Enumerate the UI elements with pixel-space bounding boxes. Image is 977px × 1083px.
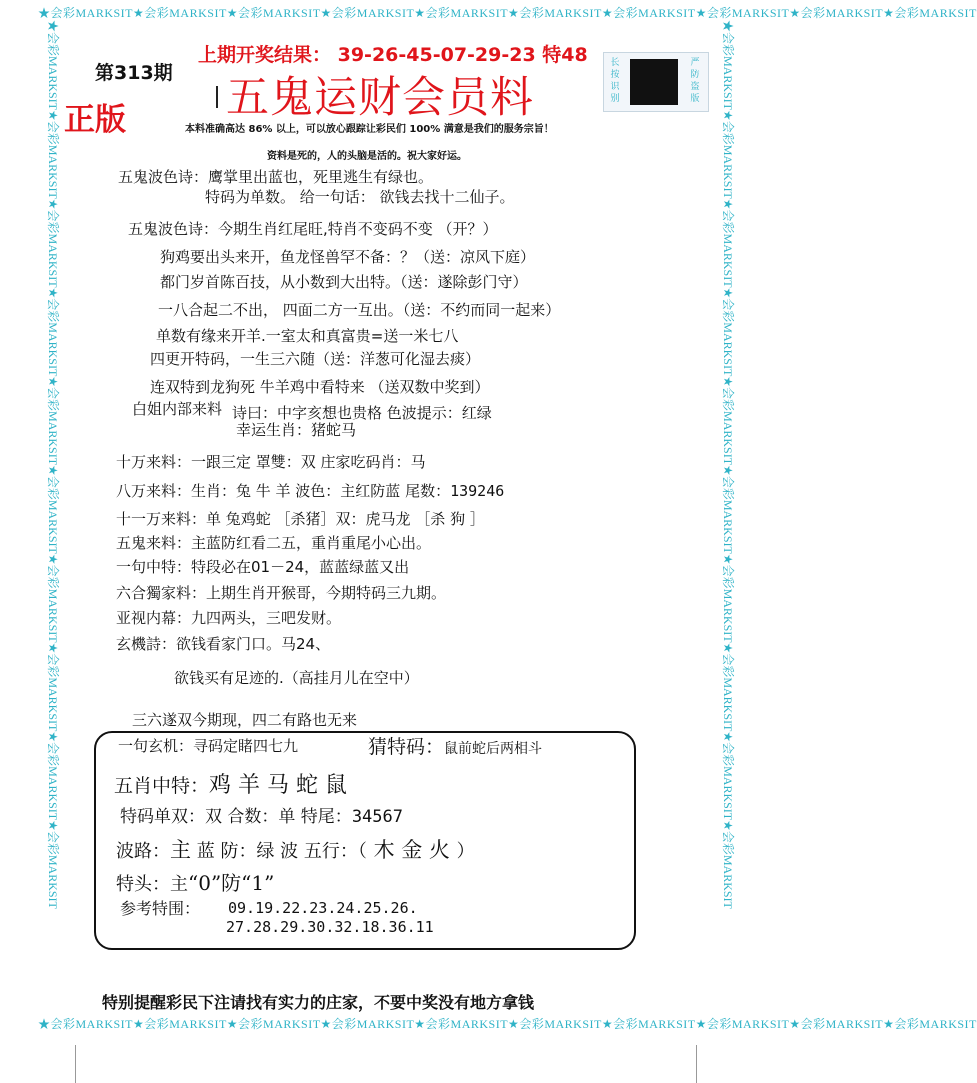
box-five-zodiac: [114, 768, 347, 799]
box-head: [116, 867, 274, 896]
box-five-label: 五肖中特：: [114, 775, 210, 797]
line-sigeng: 四更开特码，一生三六随（送：洋葱可化湿去痰）: [150, 350, 481, 368]
title-divider: [216, 86, 218, 108]
line-liuhe: 六合獨家料：上期生肖开猴哥，今期特码三九期。: [116, 584, 447, 602]
box-ref-line-1: 09.19.22.23.24.25.26.: [228, 899, 418, 917]
qr-right-caption: 严防盗版: [690, 58, 700, 104]
box-elements: 木 金 火: [366, 838, 457, 862]
line-poem-2: 五鬼波色诗：今期生肖红尾旺,特肖不变码不变 （开？）: [128, 220, 498, 238]
line-bawan: [116, 480, 504, 501]
box-guess-value: 鼠前蛇后两相斗: [444, 741, 543, 757]
qr-code-block: [603, 52, 709, 112]
line-yiba: 一八合起二不出， 四面二方一互出。（送：不约而同一起来）: [158, 301, 561, 319]
line-odd-sheep: 单数有缘来开羊.一室太和真富贵=送一米七八: [156, 327, 459, 345]
edition-label: 正版: [64, 102, 126, 138]
box-riddle: 一句玄机：寻码定睹四七九: [118, 737, 299, 755]
line-yuqian: 欲钱买有足迹的.（高挂月儿在空中）: [174, 669, 419, 687]
line-baijie-poem: 诗曰：中字亥想也贵格 色波提示：红绿: [232, 404, 492, 422]
box-guess: [368, 732, 542, 759]
box-odd-even-label: 特码单双：: [120, 807, 205, 827]
watermark-bottom: ★会彩MARKSIT★会彩MARKSIT★会彩MARKSIT★会彩MARKSIT★会彩MARKSIT★会彩MARKSIT★会彩MARKSIT★会彩MARKSIT★会彩MARKSIT★会彩MARKSIT: [38, 1017, 977, 1031]
last-result: 上期开奖结果： 39-26-45-07-29-23 特48: [198, 44, 588, 66]
line-dumen: 都门岁首陈百技，从小数到大出特。（送：遂除彭门守）: [160, 273, 528, 291]
line-bawan-text: 八万来料：生肖：兔 牛 羊 波色：主红防蓝 尾数：: [116, 482, 451, 500]
qr-left-caption: 长按识别: [610, 58, 620, 104]
line-lucky-zodiac: 幸运生肖：猪蛇马: [236, 421, 357, 439]
box-wave-main: 主: [170, 838, 191, 862]
watermark-left-text: ★会彩MARKSIT★会彩MARKSIT★会彩MARKSIT★会彩MARKSIT★会彩MARKSIT★会彩MARKSIT★会彩MARKSIT★会彩MARKSIT★会彩MARKSIT★会彩MARKSIT: [46, 20, 60, 909]
box-head-label: 特头：主: [116, 874, 188, 895]
watermark-top: ★会彩MARKSIT★会彩MARKSIT★会彩MARKSIT★会彩MARKSIT★会彩MARKSIT★会彩MARKSIT★会彩MARKSIT★会彩MARKSIT★会彩MARKSIT★会彩MARKSIT: [38, 6, 977, 20]
line-sanliu: 三六遂双今期现，四二有路也无来: [132, 711, 358, 729]
watermark-right-text: ★会彩MARKSIT★会彩MARKSIT★会彩MARKSIT★会彩MARKSIT★会彩MARKSIT★会彩MARKSIT★会彩MARKSIT★会彩MARKSIT★会彩MARKSIT★会彩MARKSIT: [721, 20, 735, 909]
box-wave-rest: 蓝 防：绿 波 五行：（: [191, 841, 367, 862]
slogan-luck: 资料是死的，人的头脑是活的。祝大家好运。: [267, 151, 467, 162]
box-odd-even-value: 双 合数：单 特尾：: [205, 807, 352, 827]
line-bawan-tails: 139246: [450, 482, 505, 500]
line-shiwan: 十万来料：一跟三定 罩雙：双 庄家吃码肖：马: [116, 453, 426, 471]
watermark-right: [715, 20, 737, 1020]
line-odd-hint: 特码为单数。 给一句话： 欲钱去找十二仙子。: [205, 188, 515, 206]
line-wugui: 五鬼来料：主蓝防红看二五，重肖重尾小心出。: [116, 534, 432, 552]
watermark-left: [40, 20, 62, 1020]
box-wave: [116, 834, 475, 864]
main-title: 五鬼运财会员料: [226, 73, 534, 123]
line-poem-1: 五鬼波色诗：鹰掌里出蓝也，死里逃生有绿也。: [118, 168, 434, 186]
line-yashi: 亚视内幕：九四两头，三吧发财。: [116, 609, 342, 627]
box-ref-label: 参考特围：: [120, 899, 201, 918]
box-guess-label: 猜特码：: [368, 736, 445, 758]
line-baijie-label: 白姐内部来料: [132, 400, 223, 418]
line-yiju: 一句中特：特段必在01－24，蓝蓝绿蓝又出: [116, 558, 410, 576]
line-shiyiwan: 十一万来料：单 兔鸡蛇 ［杀猪］双：虎马龙 ［杀 狗 ］: [116, 510, 485, 528]
box-five-value: 鸡 羊 马 蛇 鼠: [209, 773, 347, 798]
issue-number: 第313期: [95, 62, 173, 84]
line-lianshuang: 连双特到龙狗死 牛羊鸡中看特来 （送双数中奖到）: [150, 378, 490, 396]
box-wave-close: ）: [456, 841, 475, 862]
line-dog-rooster: 狗鸡要出头来开，鱼龙怪兽罕不备：？（送：凉风下庭）: [160, 248, 536, 266]
box-head-value: “0”防“1”: [188, 871, 275, 895]
box-odd-even: [120, 802, 403, 827]
qr-code-icon: [630, 59, 678, 105]
bottom-note: 特别提醒彩民下注请找有实力的庄家，不要中奖没有地方拿钱: [102, 993, 535, 1012]
box-tail-value: 34567: [351, 807, 403, 827]
box-ref-line-2: 27.28.29.30.32.18.36.11: [226, 918, 434, 936]
box-wave-label: 波路：: [116, 841, 170, 862]
slogan-accuracy: 本料准确高达 86% 以上，可以放心跟踪让彩民们 100% 满意是我们的服务宗旨！: [185, 124, 554, 135]
footer-frame: [75, 1045, 697, 1083]
line-xuanji: 玄機詩：欲钱看家门口。马24、: [116, 635, 331, 653]
